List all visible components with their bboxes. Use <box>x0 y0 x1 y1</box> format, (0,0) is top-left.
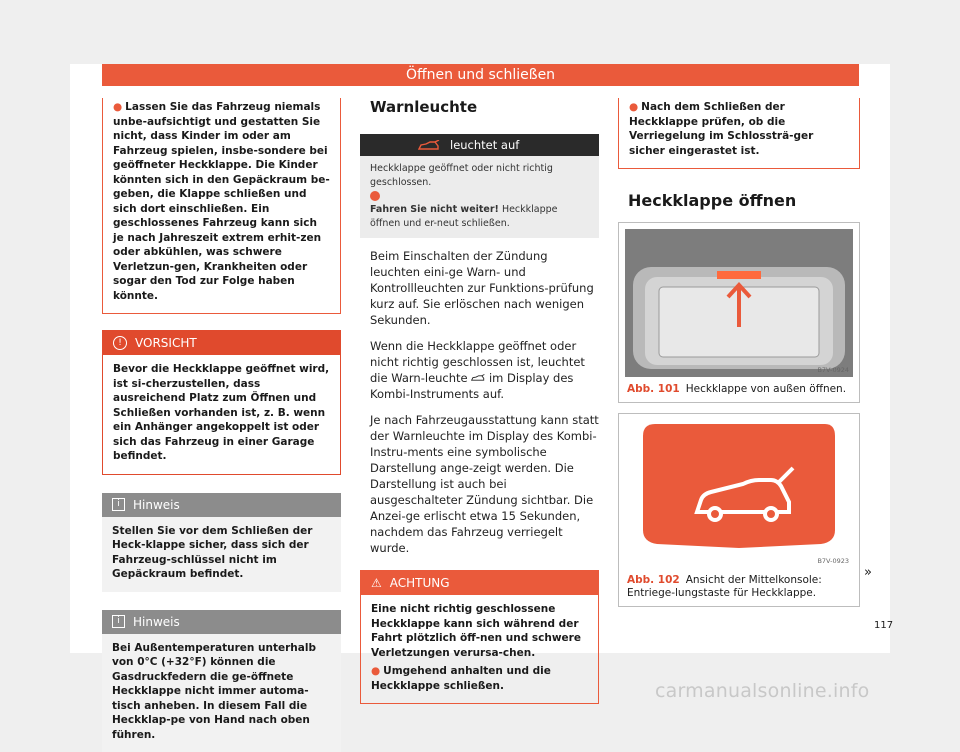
achtung-bullet-text: Umgehend anhalten und die Heckklappe schließen. <box>371 665 551 692</box>
bullet-dot: ● <box>113 101 122 113</box>
vorsicht-box <box>102 330 341 475</box>
achtung-body <box>361 595 598 703</box>
warning-triangle-icon: ⚠ <box>371 576 382 590</box>
hinweis-text-2: Bei Außentemperaturen unterhalb von 0°C (+32°F) können die Gasdruckfedern die ge-öffnete Heckklappe nicht immer automa-tisch anheben. In diesem Fall die Heckklap-pe von Hand nach oben führen. <box>102 634 341 752</box>
figure-101-image <box>625 229 853 377</box>
paragraph-2-a: Wenn die Heckklappe geöffnet oder nicht richtig geschlossen ist, leuchtet die Warn-leuchte <box>370 339 585 385</box>
stop-icon <box>370 191 380 201</box>
info-circle-icon: ! <box>113 336 127 350</box>
figure-102-caption <box>619 568 859 606</box>
achtung-header <box>361 571 598 595</box>
warning-bullet-text: Nach dem Schließen der Heckklappe prüfen, ob die Verriegelung im Schlossträ-ger sicher eingerastet ist. <box>629 101 813 157</box>
info-icon: i <box>112 498 125 511</box>
car-trunk-open-icon <box>418 140 440 151</box>
section-heading-warnleuchte: Warnleuchte <box>370 98 599 116</box>
figure-101-caption-text: Heckklappe von außen öffnen. <box>686 383 846 395</box>
paragraph-2 <box>370 338 599 402</box>
figure-102-caption-text: Ansicht der Mittelkonsole: Entriege-lungstaste für Heckklappe. <box>627 574 822 599</box>
tailgate-button-illustration <box>625 420 853 568</box>
bullet-dot: ● <box>629 101 638 113</box>
paragraph-2-b: im Display des Kombi-Instruments auf. <box>370 371 573 401</box>
lamp-stop-text: Fahren Sie nicht weiter! <box>370 204 499 215</box>
page-number: 117 <box>874 620 893 631</box>
lamp-desc-text: Heckklappe geöffnet oder nicht richtig geschlossen. <box>370 162 589 189</box>
lamp-state: leuchtet auf <box>450 138 519 152</box>
column-left <box>102 98 341 752</box>
hinweis-text-1: Stellen Sie vor dem Schließen der Heck-klappe sicher, dass sich der Fahrzeug-schlüssel nicht im Gepäckraum befindet. <box>102 517 341 592</box>
achtung-title: ACHTUNG <box>390 576 450 590</box>
lamp-header <box>360 134 599 156</box>
achtung-text: Eine nicht richtig geschlossene Heckklappe kann sich während der Fahrt plötzlich öff-nen und schwere Verletzungen verursa-chen. <box>371 602 588 660</box>
bullet-dot: ● <box>371 665 380 677</box>
car-trunk-open-icon <box>471 374 485 382</box>
warning-continued-right <box>618 98 860 169</box>
hinweis-title-1: Hinweis <box>133 498 180 512</box>
section-heading-heckklappe: Heckklappe öffnen <box>628 191 860 210</box>
vorsicht-text: Bevor die Heckklappe geöffnet wird, ist si-cherzustellen, dass ausreichend Platz zum Öffnen und Schließen vorhanden ist, z. B. wenn ein Anhänger angekoppelt ist oder sich das Fahrzeug in einer Garage befindet. <box>103 355 340 474</box>
achtung-box <box>360 570 599 704</box>
figure-101-caption <box>619 377 859 402</box>
hinweis-box-1 <box>102 493 341 592</box>
hinweis-header-2 <box>102 610 341 634</box>
figure-101-number: Abb. 101 <box>627 383 680 395</box>
figure-102-number: Abb. 102 <box>627 574 680 586</box>
vorsicht-title: VORSICHT <box>135 336 197 350</box>
page-header: Öffnen und schließen <box>102 64 859 86</box>
hinweis-header-1 <box>102 493 341 517</box>
lamp-description <box>360 156 599 238</box>
paragraph-3: Je nach Fahrzeugausstattung kann statt der Warnleuchte im Display des Kombi-Instru-ments eine symbolische Darstellung ange-zeigt werden. Die Darstellung ist auch bei ausgeschalteter Zündung sichtbar. Die Anzei-ge erlischt etwa 15 Sekunden, nachdem das Fahrzeug verriegelt wurde. <box>370 412 599 556</box>
warning-text: Lassen Sie das Fahrzeug niemals unbe-aufsichtigt und gestatten Sie nicht, dass Kinder im oder am Fahrzeug spielen, insbe-sondere bei geöffneter Heckklappe. Die Kinder könnten sich in den Gepäckraum be-geben, die Klappe schließen und sich dort einschließen. Ein geschlossenes Fahrzeug kann sich je nach Jahreszeit extrem erhit-zen oder abkühlen, was schwere Verletzun-gen, Krankheiten oder sogar den Tod zur Folge haben könnte. <box>113 101 330 302</box>
watermark: carmanualsonline.info <box>655 680 869 702</box>
figure-101-code: B7V-0924 <box>817 366 849 374</box>
tailgate-photo <box>625 229 853 377</box>
paragraph-1: Beim Einschalten der Zündung leuchten eini-ge Warn- und Kontrollleuchten zur Funktions-prüfung kurz auf. Sie erlöschen nach wenigen Sekunden. <box>370 248 599 328</box>
figure-102 <box>618 413 860 607</box>
vorsicht-header <box>103 331 340 355</box>
achtung-bullet <box>371 664 588 693</box>
hinweis-box-2 <box>102 610 341 752</box>
column-middle <box>360 98 599 704</box>
lamp-action-text: Heckklappe öffnen und er-neut schließen. <box>370 204 558 229</box>
column-right <box>618 98 860 607</box>
continuation-mark: » <box>864 565 872 580</box>
figure-102-image <box>625 420 853 568</box>
hinweis-title-2: Hinweis <box>133 615 180 629</box>
info-icon: i <box>112 615 125 628</box>
warning-continued <box>102 98 341 314</box>
figure-101 <box>618 222 860 403</box>
figure-102-code: B7V-0923 <box>817 557 849 565</box>
